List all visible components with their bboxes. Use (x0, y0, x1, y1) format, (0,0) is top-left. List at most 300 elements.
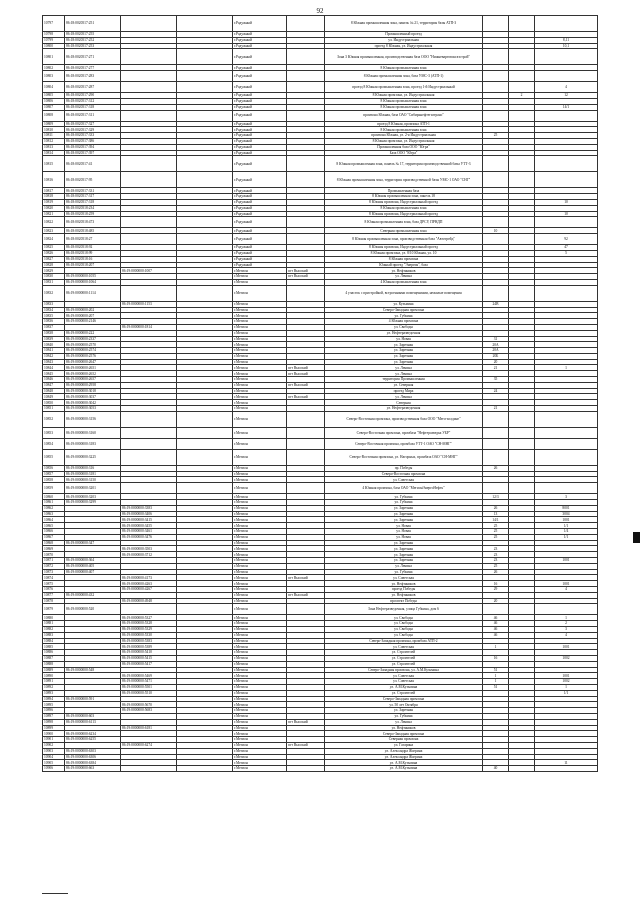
table-cell: 10893 (43, 690, 65, 696)
table-cell: 86:19:0000000:2570 (65, 342, 121, 348)
table-cell (287, 285, 325, 301)
table-cell (287, 82, 325, 93)
table-row (43, 427, 598, 438)
table-cell: База ООО "Югра" (325, 150, 483, 156)
table-cell: 10801 (43, 49, 65, 65)
table-cell: 10898 (43, 719, 65, 725)
table-cell: ул. Индустриальная (325, 37, 483, 43)
table-cell (177, 427, 233, 438)
table-cell (535, 71, 598, 82)
table-cell: 4 (535, 82, 598, 93)
table-cell: г.Мегион (233, 650, 287, 656)
table-cell: проезд 8 Южная, промзона АТП-1 (325, 121, 483, 127)
table-cell: 1001 (535, 558, 598, 564)
table-cell: 10867 (43, 534, 65, 540)
table-cell: г.Мегион (233, 438, 287, 449)
table-cell: 10837 (43, 324, 65, 330)
table-cell: 1 (535, 365, 598, 371)
table-cell: 86:19:0000000:3503 (121, 546, 177, 552)
table-cell: 10828 (43, 262, 65, 268)
table-cell: 86:19:0000000:663 (65, 766, 121, 772)
table-cell: ул. Заречная (325, 540, 483, 546)
table-cell: г.Мегион (233, 511, 287, 517)
table-cell (483, 172, 509, 188)
table-cell (483, 604, 509, 615)
table-row (43, 234, 598, 245)
table-cell: 86:18:0020517:312 (65, 98, 121, 104)
table-cell: ул. 50 лет Октября (325, 702, 483, 708)
table-cell: 86:19:0000000:1153 (121, 301, 177, 307)
page-number: 92 (316, 7, 324, 15)
table-cell: Северо-Западная промзона (325, 696, 483, 702)
table-cell: г.Мегион (233, 449, 287, 465)
table-cell: 8 Южная промзона, Индустриальный проезд (325, 245, 483, 251)
table-cell: 86:19:0000000:5389 (121, 644, 177, 650)
table-cell: г.Мегион (233, 307, 287, 313)
table-cell: территория Промышленная (325, 377, 483, 383)
table-cell: 10870 (43, 552, 65, 558)
table-cell: 10901 (43, 737, 65, 743)
table-cell: 86:19:0000000:3183 (65, 438, 121, 449)
table-cell (121, 71, 177, 82)
table-cell: 10811 (43, 133, 65, 139)
table-cell (509, 449, 535, 465)
table-cell: ул. Свободы (325, 324, 483, 330)
table-cell (483, 16, 509, 32)
table-cell: 4 Южная промзона, база ОАО "МегионЭнергоНефть" (325, 483, 483, 494)
table-cell: 10808 (43, 110, 65, 121)
table-cell: г.Мегион (233, 679, 287, 685)
table-cell: 86:19:0000000:5329 (121, 626, 177, 632)
table-cell (177, 411, 233, 427)
table-cell (535, 16, 598, 32)
table-cell: 86:18:0020518:259 (65, 211, 121, 217)
table-cell: 8 Южная промышленная зона, производственная база "Автотрейд" (325, 234, 483, 245)
table-cell: 10 (483, 228, 509, 234)
table-cell: 10806 (43, 98, 65, 104)
table-cell: ул. Ленина (325, 563, 483, 569)
table-cell: 10879 (43, 604, 65, 615)
table-cell: 3 (535, 494, 598, 500)
table-cell: г.Радужный (233, 65, 287, 71)
table-cell: 46 (483, 621, 509, 627)
table-cell (535, 449, 598, 465)
table-cell: Северо-Восточная промзона, промбаза "Нефтеразведка УБР" (325, 427, 483, 438)
table-cell: 86:19:0000000:3383 (121, 505, 177, 511)
table-row (43, 82, 598, 93)
table-cell (509, 172, 535, 188)
table-cell: 86:19:0000000:6234 (65, 731, 121, 737)
table-cell: 10826 (43, 250, 65, 256)
table-cell: 10832 (43, 285, 65, 301)
table-cell (509, 156, 535, 172)
table-cell: г.Радужный (233, 262, 287, 268)
table-cell: 10810 (43, 127, 65, 133)
table-row (43, 285, 598, 301)
table-cell: г.Мегион (233, 638, 287, 644)
table-cell: 86:19:0000000:347 (65, 540, 121, 546)
table-cell: 10825 (43, 245, 65, 251)
table-cell: 10831 (43, 279, 65, 285)
table-cell (121, 110, 177, 121)
table-cell: 8,11 (535, 37, 598, 43)
table-cell: пр. Победы (325, 465, 483, 471)
table-cell: 3004 (535, 511, 598, 517)
table-cell: 86:19:0000000:5415 (121, 655, 177, 661)
table-cell: Северная промзона (325, 737, 483, 743)
table-cell: г.Радужный (233, 194, 287, 200)
table-cell (287, 110, 325, 121)
table-cell: 10821 (43, 211, 65, 217)
table-cell: 40 (483, 766, 509, 772)
table-cell: 86:18:0020517:329 (65, 127, 121, 133)
table-cell: г.Мегион (233, 702, 287, 708)
table-cell: 10802 (43, 65, 65, 71)
table-cell: 86:19:0000000:4263 (121, 581, 177, 587)
table-cell (535, 438, 598, 449)
table-cell: 10819 (43, 199, 65, 205)
table-cell: 10872 (43, 563, 65, 569)
table-cell: г.Мегион (233, 301, 287, 307)
table-cell: г.Мегион (233, 529, 287, 535)
table-cell (287, 604, 325, 615)
table-cell: 86:18:0020517:331 (65, 188, 121, 194)
table-cell: г.Мегион (233, 324, 287, 330)
table-cell: 10836 (43, 319, 65, 325)
table-cell: проезд Мира (325, 388, 483, 394)
table-cell: 86:19:0000000:1007 (121, 268, 177, 274)
table-cell: г.Мегион (233, 719, 287, 725)
table-cell: 8 Южная промышленная зона, панель 18 (325, 194, 483, 200)
table-cell: 10859 (43, 483, 65, 494)
table-cell: г.Радужный (233, 71, 287, 82)
table-cell: 5 (535, 250, 598, 256)
table-cell: г.Радужный (233, 205, 287, 211)
table-cell: 86:19:0000000:2647 (65, 359, 121, 365)
table-cell: 86:18:0020518:207 (65, 262, 121, 268)
table-cell: 10889 (43, 667, 65, 673)
table-cell (535, 172, 598, 188)
table-cell: ул. Новая (325, 336, 483, 342)
table-cell: г.Радужный (233, 138, 287, 144)
table-cell: 10812 (43, 138, 65, 144)
table-cell (121, 604, 177, 615)
table-cell: 10815 (43, 156, 65, 172)
table-cell (535, 411, 598, 427)
table-cell: г.Радужный (233, 217, 287, 228)
table-cell: г.Мегион (233, 644, 287, 650)
table-cell: 86:19:0000000:5471 (121, 679, 177, 685)
table-cell: ул. Ленина (325, 394, 483, 400)
table-cell (509, 483, 535, 494)
table-cell: 10838 (43, 330, 65, 336)
table-cell: 86:19:0000000:591 (65, 696, 121, 702)
table-cell: г.Мегион (233, 274, 287, 280)
table-cell: 86:18:0020518:92 (65, 245, 121, 251)
table-cell: г.Мегион (233, 632, 287, 638)
table-cell: 10798 (43, 32, 65, 38)
table-cell (177, 217, 233, 228)
table-cell (177, 483, 233, 494)
table-cell: 86:19:0000000:3150 (65, 477, 121, 483)
table-cell: г.Мегион (233, 388, 287, 394)
table-cell (535, 217, 598, 228)
table-cell: г.Мегион (233, 655, 287, 661)
table-cell: ул. Ленина (325, 719, 483, 725)
table-cell: пгт Высокий (287, 382, 325, 388)
table-cell: пгт Высокий (287, 592, 325, 598)
table-cell: 86:18:0020517:318 (65, 199, 121, 205)
table-row (43, 156, 598, 172)
table-cell: 86:18:0020518:27 (65, 234, 121, 245)
table-cell: 10803 (43, 71, 65, 82)
table-cell (177, 110, 233, 121)
table-cell: 23 (483, 552, 509, 558)
table-cell: г.Мегион (233, 406, 287, 412)
table-cell: 10892 (43, 684, 65, 690)
table-cell: г.Мегион (233, 587, 287, 593)
table-cell: 4 участок с пристройкой, встроенными помещениями, нежилые помещения (325, 285, 483, 301)
table-cell (177, 604, 233, 615)
table-cell (121, 438, 177, 449)
table-cell: г.Радужный (233, 199, 287, 205)
table-cell: Северо-Западная промзона, ул. А.М.Кузьмина (325, 667, 483, 673)
table-cell: 10885 (43, 644, 65, 650)
table-cell: 86:19:0000000:2146 (65, 319, 121, 325)
table-cell: ул. Нефтяников (325, 592, 483, 598)
table-cell (483, 483, 509, 494)
table-cell: 10814 (43, 150, 65, 156)
table-cell: 29 (483, 587, 509, 593)
table-cell: ул. А.М.Кузьмина (325, 766, 483, 772)
table-cell: г.Мегион (233, 684, 287, 690)
table-cell: 10876 (43, 587, 65, 593)
table-cell: 10805 (43, 93, 65, 99)
table-cell: ул. Губкина (325, 313, 483, 319)
table-cell: Северо-Западная промзона, промбаза АТП-2 (325, 638, 483, 644)
table-cell (483, 411, 509, 427)
table-cell (287, 49, 325, 65)
table-cell: Южный проезд "Энергия", база (325, 262, 483, 268)
table-cell: г.Мегион (233, 690, 287, 696)
table-cell: г.Радужный (233, 43, 287, 49)
table-cell: 86:19:0000000:1055 (65, 274, 121, 280)
table-cell: 86:19:0000000:3053 (65, 406, 121, 412)
table-cell: 10818 (43, 194, 65, 200)
table-cell: 20Б (483, 353, 509, 359)
table-cell: г.Мегион (233, 696, 287, 702)
table-cell (121, 411, 177, 427)
table-cell: г.Мегион (233, 534, 287, 540)
table-cell: ул. Строителей (325, 661, 483, 667)
table-cell: 10853 (43, 427, 65, 438)
table-cell: 25 (483, 529, 509, 535)
table-cell (483, 156, 509, 172)
table-cell: 51 (483, 667, 509, 673)
table-cell: 11 (535, 760, 598, 766)
table-cell: 86:19:0000000:316 (65, 465, 121, 471)
table-cell: г.Мегион (233, 285, 287, 301)
table-cell: пгт Высокий (287, 394, 325, 400)
table-cell: г.Радужный (233, 82, 287, 93)
table-cell: г.Мегион (233, 563, 287, 569)
table-cell: 10860 (43, 494, 65, 500)
table-cell: Промышленная база ООО "Югра" (325, 144, 483, 150)
table-cell: 10824 (43, 234, 65, 245)
table-cell (483, 449, 509, 465)
table-cell: г.Радужный (233, 110, 287, 121)
table-cell: Северная промышленная зона (325, 228, 483, 234)
table-cell: ул. Заречная (325, 552, 483, 558)
table-cell: 1001 (535, 644, 598, 650)
table-cell: 86:19:0000000:3181 (65, 471, 121, 477)
table-cell: г.Мегион (233, 394, 287, 400)
table-cell (121, 766, 177, 772)
table-cell: 86:19:0000000:5510 (121, 690, 177, 696)
table-cell: ул. Нефтеразведочная (325, 330, 483, 336)
table-cell: 23 (483, 546, 509, 552)
table-cell: 8 Южная промзона, ул. Индустриальная (325, 93, 483, 99)
table-cell: 86:18:0020517:277 (65, 65, 121, 71)
table-cell: 1 (535, 615, 598, 621)
table-cell: 10881 (43, 621, 65, 627)
table-cell: ул. Строителей (325, 655, 483, 661)
table-cell: г.Мегион (233, 483, 287, 494)
table-cell: г.Радужный (233, 256, 287, 262)
table-cell: 25 (483, 133, 509, 139)
table-cell (121, 16, 177, 32)
table-cell: 86:18:0020517:394 (65, 144, 121, 150)
table-cell: г.Мегион (233, 754, 287, 760)
table-cell: 86:19:0000000:5410 (121, 650, 177, 656)
table-cell: 21 (483, 406, 509, 412)
table-cell: 86:19:0000000:3406 (121, 511, 177, 517)
table-cell (483, 110, 509, 121)
table-cell: 10903 (43, 748, 65, 754)
table-cell (509, 217, 535, 228)
table-cell: г.Мегион (233, 725, 287, 731)
table-cell: г.Мегион (233, 319, 287, 325)
table-cell: ул. Кузьмина (325, 301, 483, 307)
table-cell: 1/1 (535, 690, 598, 696)
table-cell: г.Мегион (233, 523, 287, 529)
table-cell: Северо-Восточная промзона (325, 471, 483, 477)
table-cell: 1 (483, 679, 509, 685)
table-cell: ул. Губкина (325, 713, 483, 719)
table-cell: ул. Заречная (325, 359, 483, 365)
table-cell: г.Мегион (233, 465, 287, 471)
table-cell: ул. Советская (325, 477, 483, 483)
table-cell: 86:19:0000000:3476 (121, 534, 177, 540)
table-cell: 14/1 (483, 517, 509, 523)
table-cell: 24В (483, 301, 509, 307)
table-cell: 10833 (43, 301, 65, 307)
table-cell: 10813 (43, 144, 65, 150)
table-cell: 86:19:0000000:2652 (65, 371, 121, 377)
table-cell: 86:19:0000000:3203 (65, 494, 121, 500)
table-cell: 10844 (43, 365, 65, 371)
table-cell (509, 16, 535, 32)
table-cell: ул. Новая (325, 534, 483, 540)
table-cell: 86:19:0000000:5417 (121, 661, 177, 667)
table-cell: 86:19:0000000:520 (65, 604, 121, 615)
table-cell: Промышленная база (325, 188, 483, 194)
table-cell: 86:19:0000000:2576 (65, 353, 121, 359)
table-cell: 86:19:0000000:5330 (121, 632, 177, 638)
table-cell: 10800 (43, 43, 65, 49)
table-cell: г.Мегион (233, 604, 287, 615)
table-cell: 10847 (43, 382, 65, 388)
table-cell: г.Мегион (233, 621, 287, 627)
table-cell: г.Радужный (233, 172, 287, 188)
table-cell: 8 Южная промышленная зона, база УМС-3 (АТП-1) (325, 71, 483, 82)
table-cell: 26 (483, 569, 509, 575)
table-cell: г.Радужный (233, 127, 287, 133)
table-cell: г.Радужный (233, 250, 287, 256)
table-cell: ул. Губкина (325, 494, 483, 500)
table-cell: ул. Заречная (325, 517, 483, 523)
table-cell: ул. А.М.Кузьмина (325, 760, 483, 766)
table-cell: 1002 (535, 679, 598, 685)
table-cell: 10855 (43, 449, 65, 465)
table-cell (287, 411, 325, 427)
table-cell: г.Мегион (233, 552, 287, 558)
table-cell: 20 (483, 359, 509, 365)
table-cell: г.Мегион (233, 581, 287, 587)
table-cell (177, 49, 233, 65)
table-cell: 86:19:0000000:432 (65, 592, 121, 598)
table-cell: 10896 (43, 708, 65, 714)
table-cell: г.Мегион (233, 353, 287, 359)
table-cell (287, 172, 325, 188)
table-cell: г.Радужный (233, 228, 287, 234)
table-cell: 1 (535, 684, 598, 690)
table-cell: 26 (483, 465, 509, 471)
table-cell: промзона Южная, база ОАО "Сибирьнефтегазтранс" (325, 110, 483, 121)
table-cell: пгт Высокий (287, 371, 325, 377)
table-row (43, 449, 598, 465)
table-cell: 86:19:0000000:3225 (65, 449, 121, 465)
table-cell: 10905 (43, 760, 65, 766)
table-cell: 86:19:0000000:5670 (121, 702, 177, 708)
table-row (43, 604, 598, 615)
table-cell: г.Мегион (233, 505, 287, 511)
table-cell: г.Радужный (233, 104, 287, 110)
table-cell: г.Радужный (233, 234, 287, 245)
table-cell (287, 766, 325, 772)
table-cell: 21 (483, 365, 509, 371)
table-cell (509, 234, 535, 245)
table-cell: 20А (483, 348, 509, 354)
table-cell: 86:19:0000000:3299 (65, 500, 121, 506)
table-cell (535, 604, 598, 615)
table-cell: 10862 (43, 505, 65, 511)
table-cell: г.Мегион (233, 615, 287, 621)
table-cell: 10827 (43, 256, 65, 262)
footer-rule (42, 893, 68, 894)
table-cell: 8 Южная промзона, ул. 8/10 Южная, ул. 10 (325, 250, 483, 256)
table-cell (287, 483, 325, 494)
table-cell: г.Мегион (233, 313, 287, 319)
table-cell: 2 (535, 621, 598, 627)
table-cell: пгт Высокий (287, 365, 325, 371)
table-cell: 10856 (43, 465, 65, 471)
table-cell: 86:19:0000000:1814 (121, 324, 177, 330)
table-cell: 86:19:0000000:2574 (65, 348, 121, 354)
table-cell: 1 (483, 673, 509, 679)
table-cell (535, 483, 598, 494)
table-cell: ул. Александра Жагрина (325, 748, 483, 754)
